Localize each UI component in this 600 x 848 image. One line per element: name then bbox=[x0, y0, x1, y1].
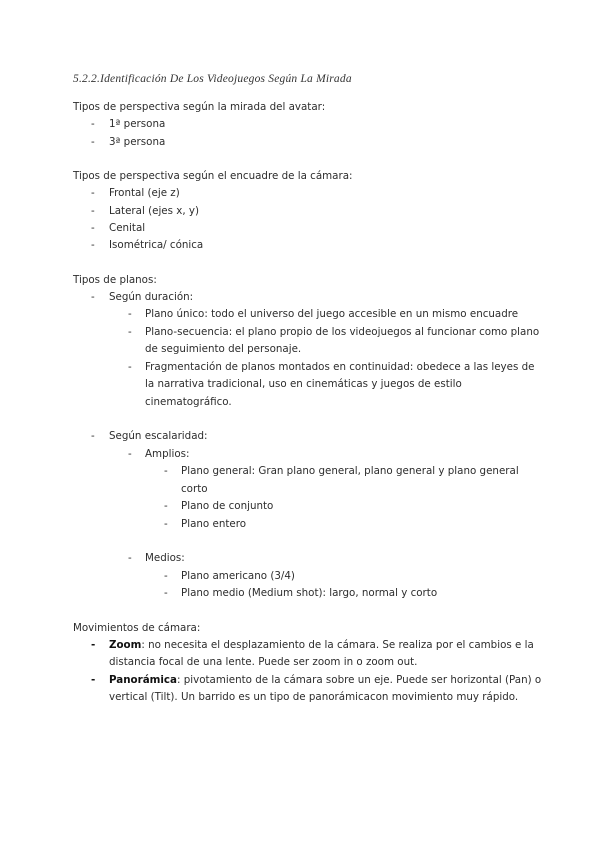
medios-label: Medios: bbox=[145, 552, 185, 564]
avatar-intro: Tipos de perspectiva según la mirada del avatar: bbox=[73, 101, 326, 113]
bullet-dash: - bbox=[164, 500, 168, 512]
bullet-dash: - bbox=[164, 570, 168, 582]
bullet-dash: - bbox=[91, 239, 95, 251]
list-item: Plano entero bbox=[181, 518, 247, 530]
list-item: Plano de conjunto bbox=[181, 500, 274, 512]
bullet-dash: - bbox=[128, 308, 132, 320]
term-description: : pivotamiento de la cámara sobre un eje. Puede ser horizontal (Pan) o bbox=[176, 674, 542, 686]
list-item-continuation: la narrativa tradicional, uso en cinemáticas y juegos de estilo bbox=[145, 378, 462, 390]
camera-intro: Tipos de perspectiva según el encuadre de la cámara: bbox=[73, 170, 353, 182]
list-item: Plano general: Gran plano general, plano general y plano general bbox=[181, 465, 519, 477]
bullet-dash: - bbox=[91, 430, 95, 442]
bullet-dash: - bbox=[128, 361, 132, 373]
bullet-dash: - bbox=[91, 136, 95, 148]
bullet-dash: - bbox=[128, 326, 132, 338]
amplios-label: Amplios: bbox=[145, 448, 190, 460]
bullet-dash: - bbox=[91, 205, 95, 217]
list-item-continuation: distancia focal de una lente. Puede ser zoom in o zoom out. bbox=[109, 656, 418, 668]
escalaridad-label: Según escalaridad: bbox=[109, 430, 208, 442]
bullet-dash: - bbox=[91, 222, 95, 234]
planos-intro: Tipos de planos: bbox=[73, 274, 157, 286]
bullet-dash: - bbox=[91, 187, 95, 199]
list-item: Plano medio (Medium shot): largo, normal y corto bbox=[181, 587, 438, 599]
list-item: Frontal (eje z) bbox=[109, 187, 180, 199]
section-heading: 5.2.2.Identificación De Los Videojuegos Según La Mirada bbox=[73, 73, 352, 85]
movimientos-intro: Movimientos de cámara: bbox=[73, 622, 201, 634]
list-item: Fragmentación de planos montados en continuidad: obedece a las leyes de bbox=[145, 361, 535, 373]
list-item: Isométrica/ cónica bbox=[109, 239, 204, 251]
list-item-continuation: de seguimiento del personaje. bbox=[145, 343, 302, 355]
list-item bbox=[109, 638, 534, 652]
list-item-continuation: vertical (Tilt). Un barrido es un tipo de panorámicacon movimiento muy rápido. bbox=[109, 691, 519, 703]
term-description: : no necesita el desplazamiento de la cámara. Se realiza por el cambios e la bbox=[141, 639, 534, 651]
list-item: Plano americano (3/4) bbox=[181, 570, 295, 582]
list-item bbox=[109, 673, 541, 687]
bullet-dash: - bbox=[128, 448, 132, 460]
bullet-dash: - bbox=[128, 552, 132, 564]
term-zoom: Zoom bbox=[109, 639, 142, 651]
bullet-dash: - bbox=[91, 291, 95, 303]
term-panoramica: Panorámica bbox=[109, 674, 177, 686]
bullet-dash: - bbox=[91, 639, 96, 651]
list-item-continuation: cinematográfico. bbox=[145, 396, 232, 408]
list-item-continuation: corto bbox=[181, 483, 208, 495]
list-item: Plano único: todo el universo del juego accesible en un mismo encuadre bbox=[145, 308, 519, 320]
duracion-label: Según duración: bbox=[109, 291, 194, 303]
bullet-dash: - bbox=[91, 674, 96, 686]
bullet-dash: - bbox=[164, 465, 168, 477]
bullet-dash: - bbox=[91, 118, 95, 130]
list-item: Plano-secuencia: el plano propio de los videojuegos al funcionar como plano bbox=[145, 326, 540, 338]
list-item: 1ª persona bbox=[109, 118, 166, 130]
list-item: 3ª persona bbox=[109, 136, 166, 148]
bullet-dash: - bbox=[164, 518, 168, 530]
list-item: Cenital bbox=[109, 222, 146, 234]
list-item: Lateral (ejes x, y) bbox=[109, 205, 200, 217]
bullet-dash: - bbox=[164, 587, 168, 599]
